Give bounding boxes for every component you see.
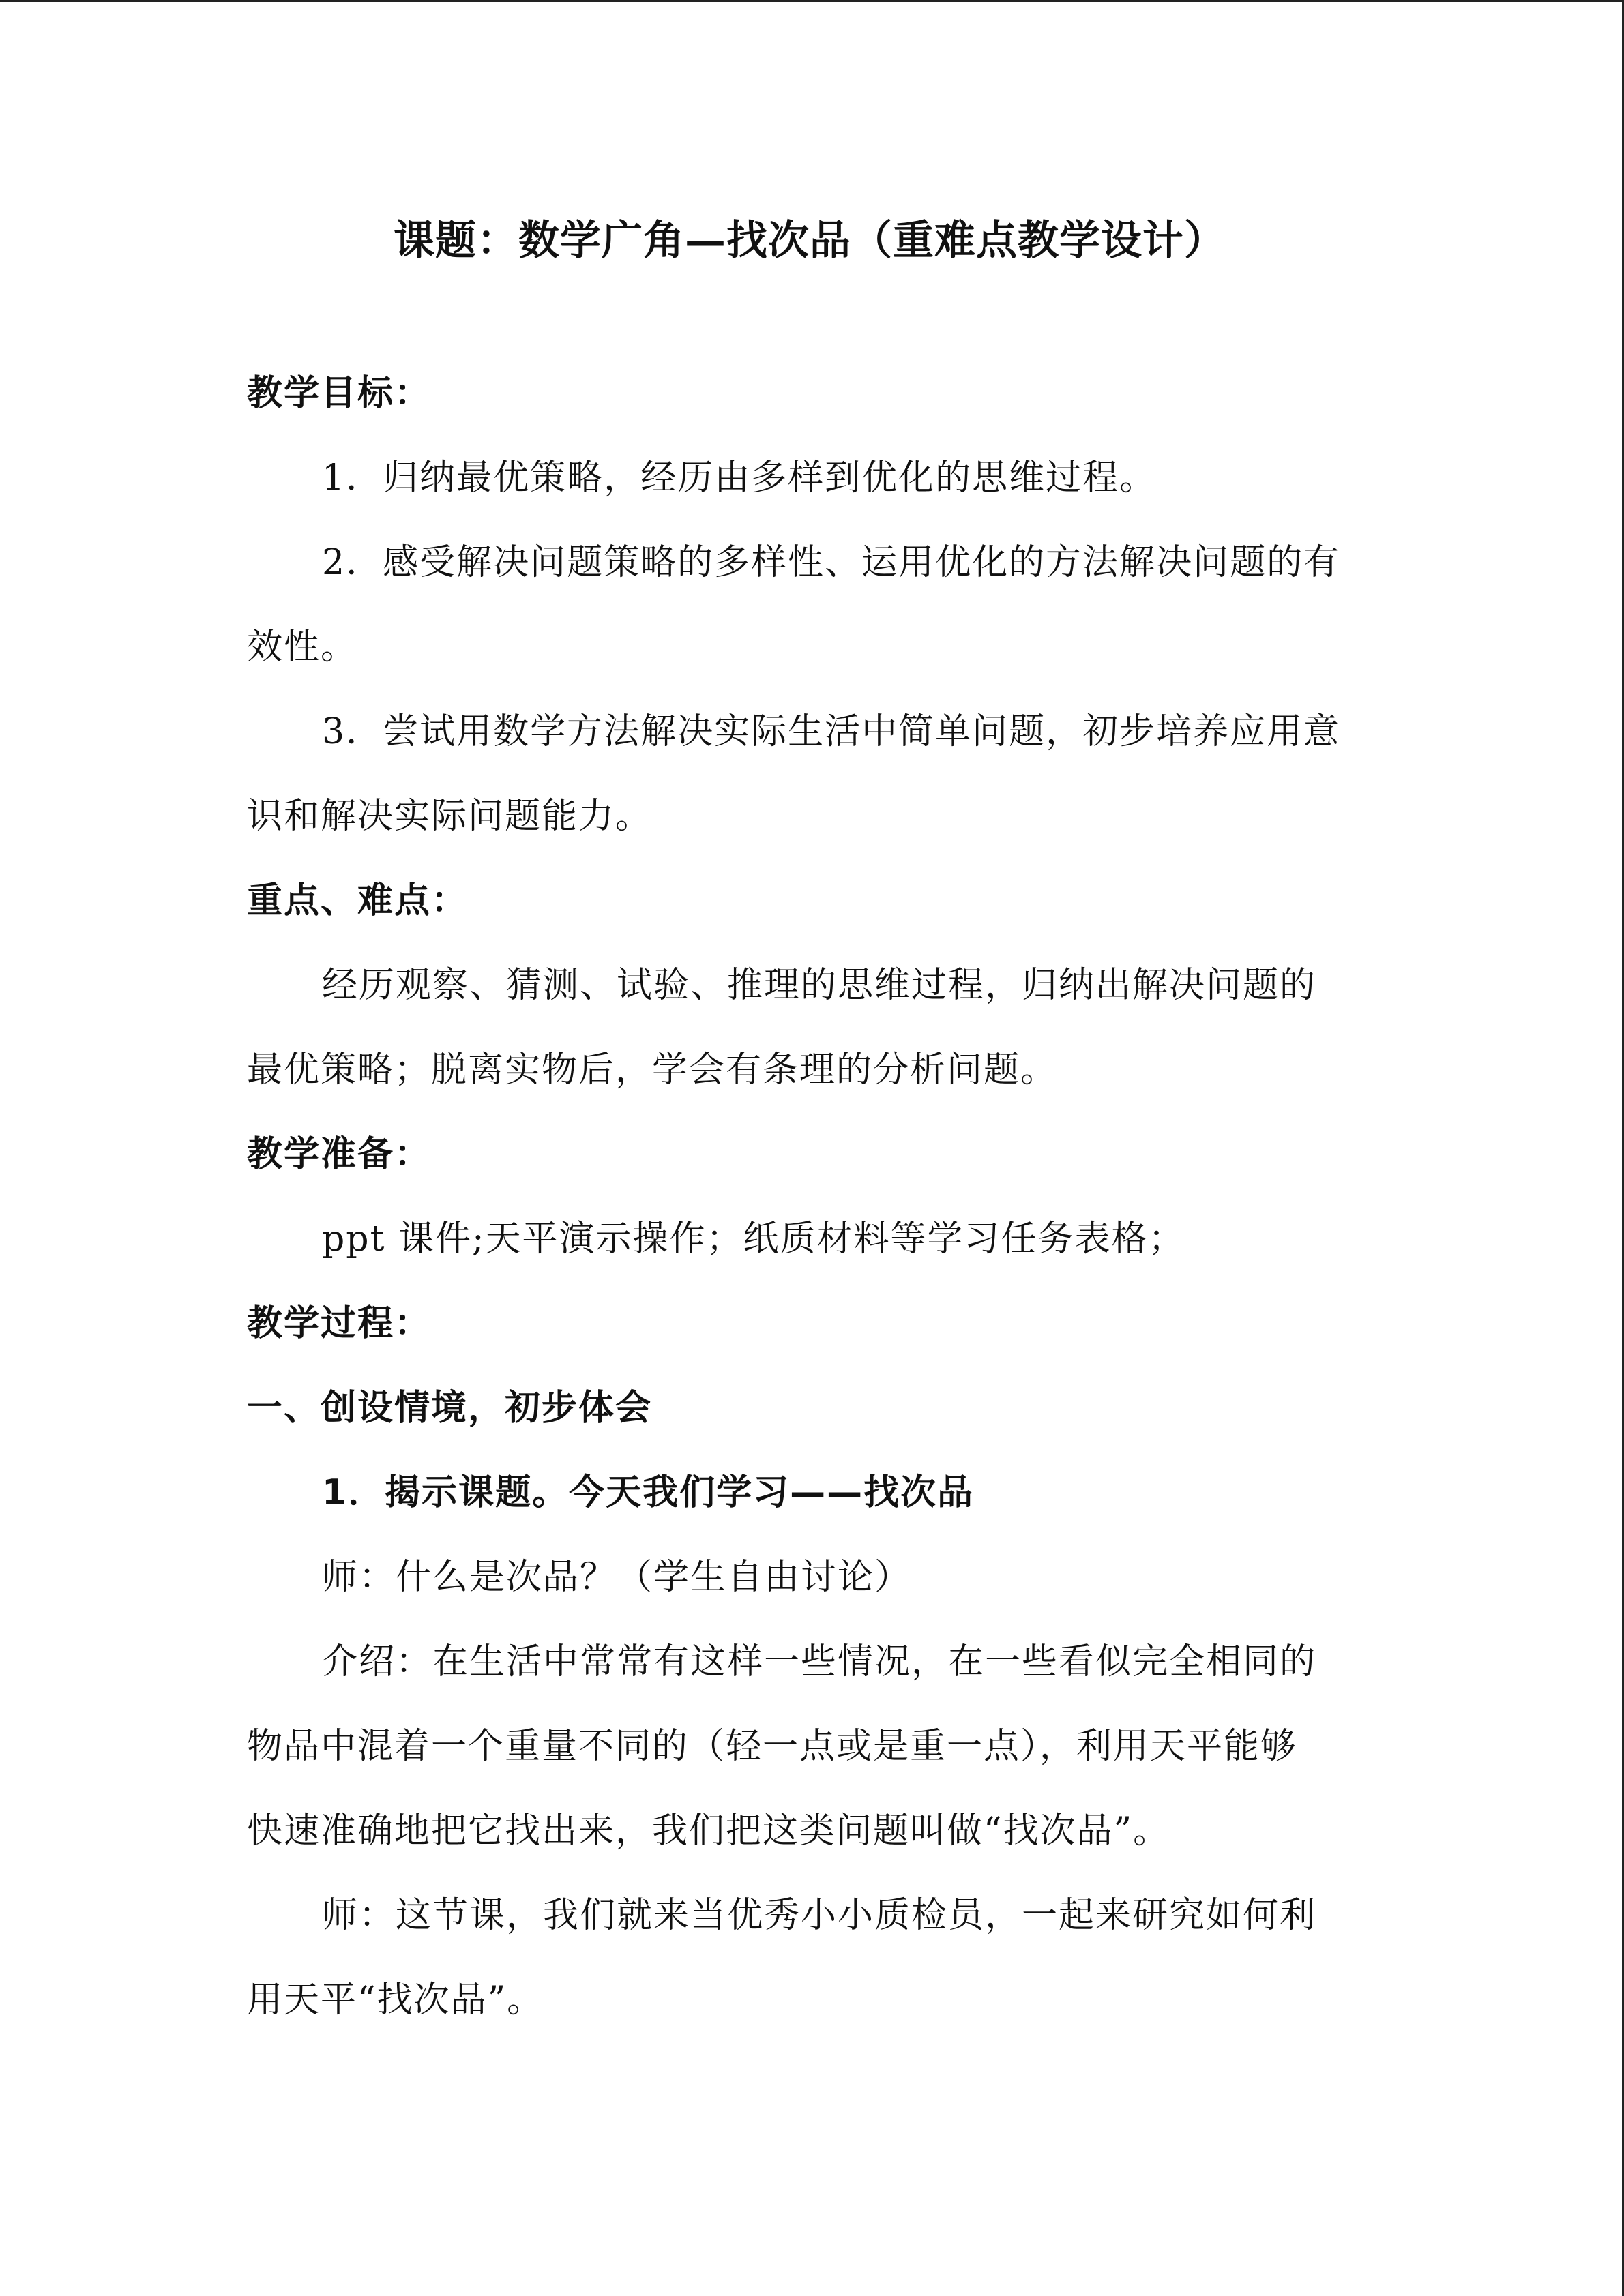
goal-item-3-line-1: 3．尝试用数学方法解决实际生活中简单问题，初步培养应用意 — [322, 711, 1341, 752]
process-heading: 教学过程： — [247, 1303, 432, 1344]
goal-item-1: 1．归纳最优策略，经历由多样到优化的思维过程。 — [322, 458, 1157, 498]
teacher-line-2: 用天平“找次品”。 — [247, 1980, 544, 2021]
intro-line-2: 物品中混着一个重量不同的（轻一点或是重一点），利用天平能够 — [247, 1726, 1298, 1767]
goal-item-2-line-2: 效性。 — [247, 627, 358, 668]
goals-heading: 教学目标： — [247, 373, 432, 414]
preparation-line-1: ppt 课件;天平演示操作；纸质材料等学习任务表格； — [322, 1219, 1185, 1259]
preparation-heading: 教学准备： — [247, 1134, 432, 1175]
key-points-heading: 重点、难点： — [247, 880, 469, 921]
page-title: 课题：数学广角—找次品（重难点教学设计） — [394, 217, 1226, 265]
section-1-heading: 一、创设情境，初步体会 — [247, 1388, 653, 1429]
goal-item-3-line-2: 识和解决实际问题能力。 — [247, 796, 653, 837]
key-points-line-1: 经历观察、猜测、试验、推理的思维过程，归纳出解决问题的 — [322, 965, 1317, 1006]
item-1-heading: 1．揭示课题。今天我们学习——找次品 — [322, 1472, 975, 1513]
goal-item-2-line-1: 2．感受解决问题策略的多样性、运用优化的方法解决问题的有 — [322, 542, 1341, 583]
teacher-line-1: 师：这节课，我们就来当优秀小小质检员，一起来研究如何利 — [322, 1895, 1317, 1936]
teacher-question: 师：什么是次品？（学生自由讨论） — [322, 1557, 912, 1598]
intro-line-1: 介绍：在生活中常常有这样一些情况，在一些看似完全相同的 — [322, 1641, 1317, 1682]
key-points-line-2: 最优策略；脱离实物后，学会有条理的分析问题。 — [247, 1049, 1058, 1090]
intro-line-3: 快速准确地把它找出来，我们把这类问题叫做“找次品”。 — [247, 1810, 1170, 1851]
